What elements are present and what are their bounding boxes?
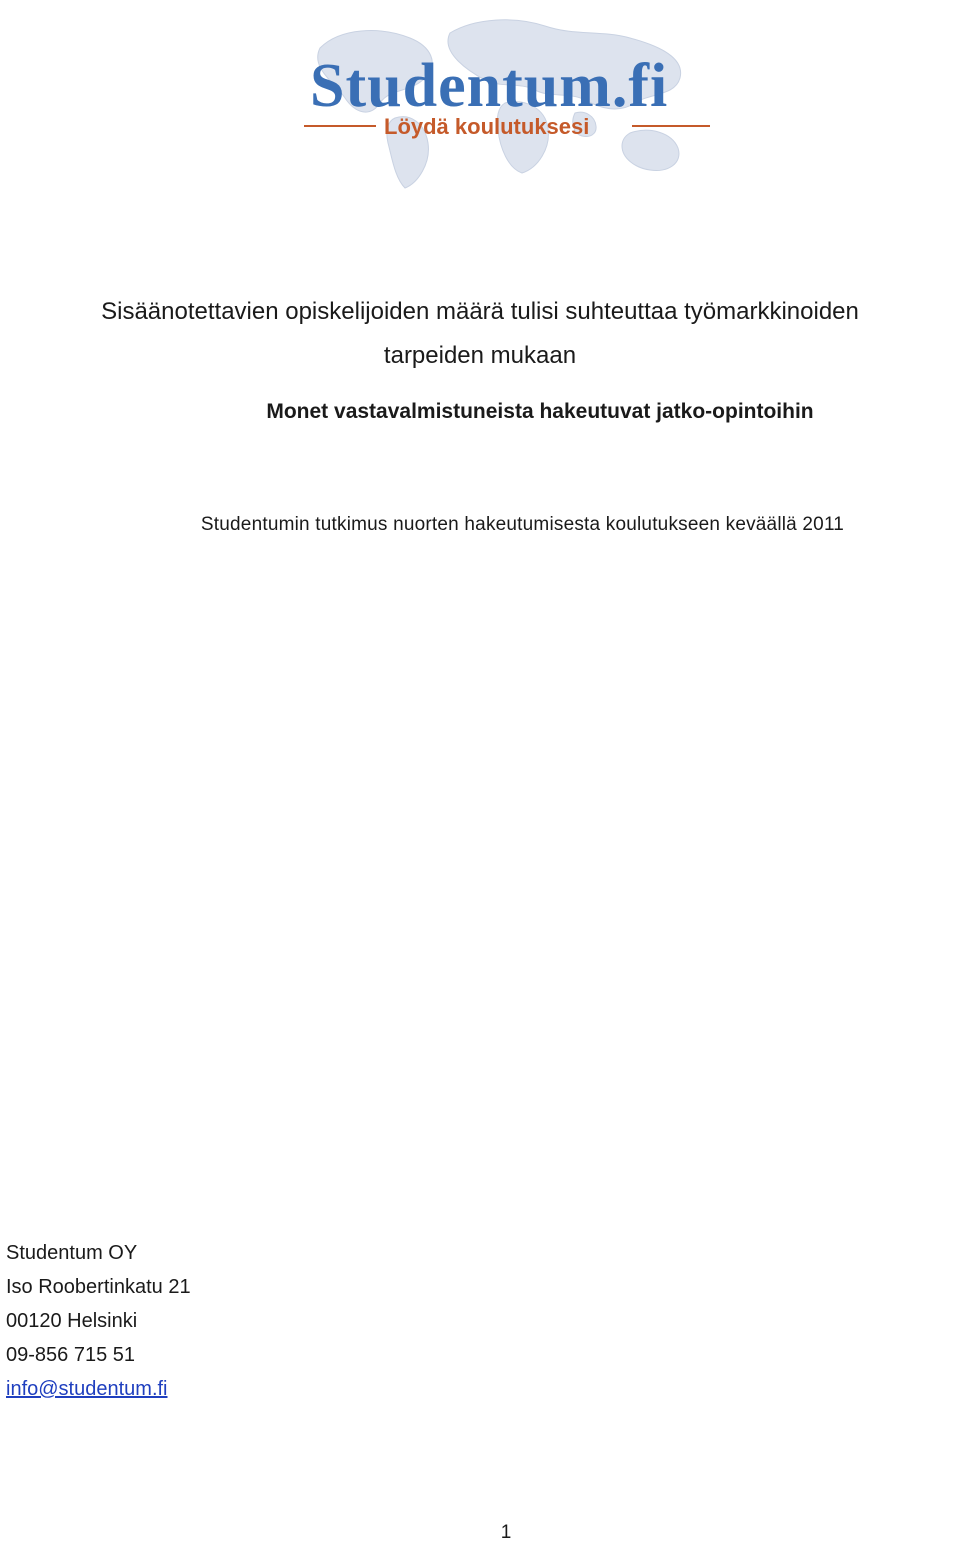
subtitle-text: Monet vastavalmistuneista hakeutuvat jatko-opintoihin bbox=[266, 400, 814, 423]
contact-phone: 09-856 715 51 bbox=[6, 1344, 136, 1366]
contact-city: 00120 Helsinki bbox=[6, 1310, 138, 1332]
contact-company: Studentum OY bbox=[6, 1242, 138, 1264]
document-subtitle bbox=[0, 400, 960, 424]
page-number: 1 bbox=[500, 1522, 512, 1543]
logo-brand-text: Studentum.fi bbox=[310, 52, 669, 120]
contact-email-link[interactable]: info@studentum.fi bbox=[6, 1378, 168, 1400]
contact-street: Iso Roobertinkatu 21 bbox=[6, 1276, 191, 1298]
study-description bbox=[0, 514, 960, 536]
title-line-1: Sisäänotettavien opiskelijoiden määrä tulisi suhteuttaa työmarkkinoiden bbox=[101, 298, 859, 325]
title-line-2: tarpeiden mukaan bbox=[383, 342, 577, 369]
contact-block bbox=[6, 1236, 191, 1406]
document-title bbox=[0, 290, 960, 378]
studentum-logo bbox=[300, 8, 720, 198]
logo-graphic bbox=[300, 8, 720, 198]
study-text: Studentumin tutkimus nuorten hakeutumisesta koulutukseen keväällä 2011 bbox=[200, 514, 845, 535]
logo-tagline-text: Löydä koulutuksesi bbox=[384, 114, 590, 139]
